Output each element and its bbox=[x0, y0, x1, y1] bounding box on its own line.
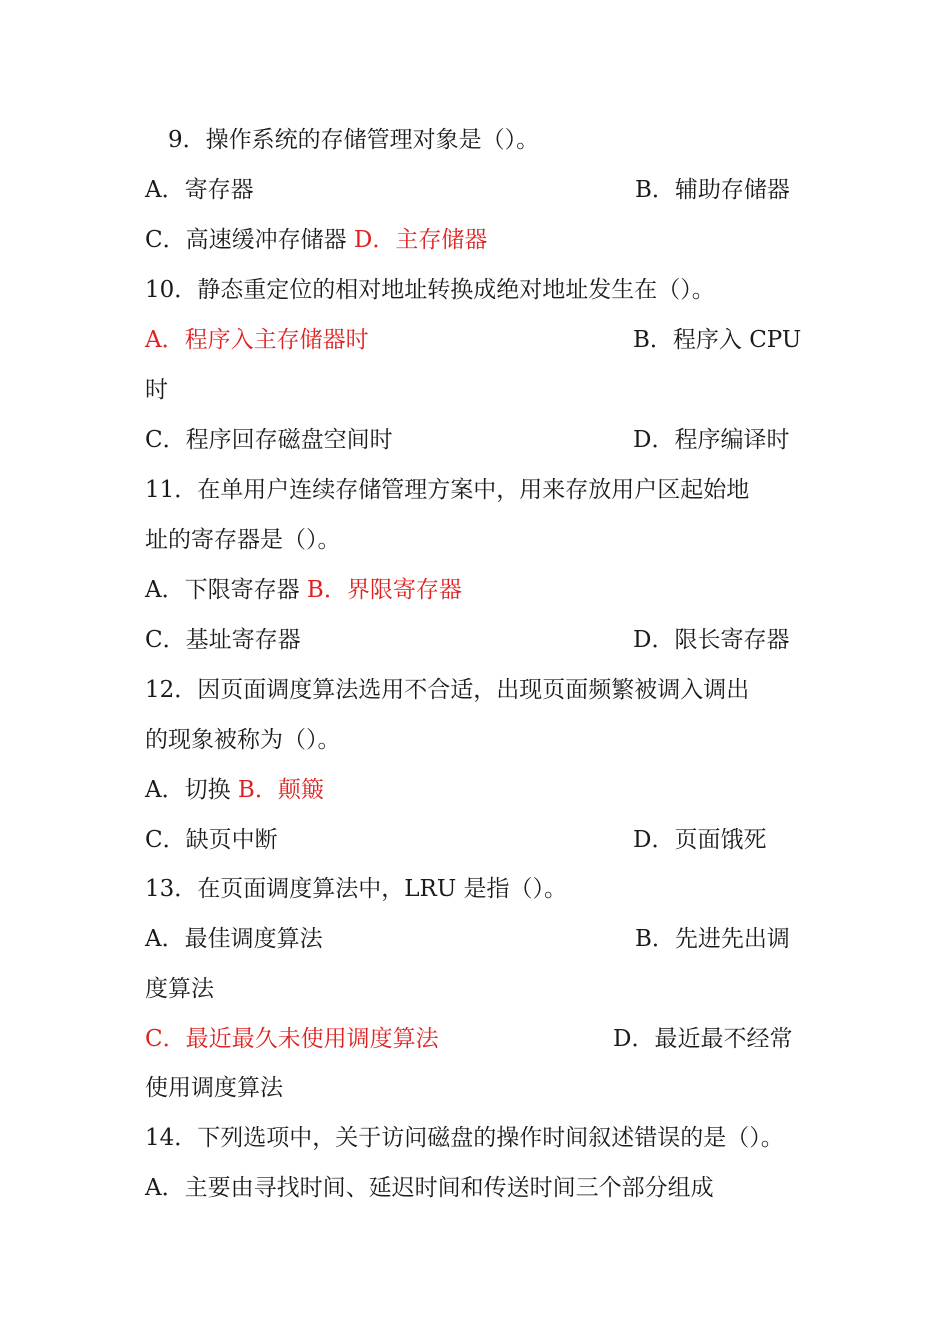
text-line: 度算法 bbox=[145, 976, 214, 1002]
question-12-options-row-2 bbox=[145, 820, 810, 860]
option-b-answer: B．界限寄存器 bbox=[306, 577, 462, 603]
question-12-options-row-1 bbox=[145, 770, 810, 810]
option-c: C．高速缓冲存储器 bbox=[145, 227, 354, 253]
question-11-options-row-1 bbox=[145, 570, 810, 610]
text-line: 10．静态重定位的相对地址转换成绝对地址发生在（）。 bbox=[145, 277, 715, 303]
option-b: B．辅助存储器 bbox=[635, 177, 790, 203]
question-13-stem bbox=[145, 869, 810, 909]
text-line: 时 bbox=[145, 377, 168, 403]
option-c: C．程序回存磁盘空间时 bbox=[145, 427, 393, 453]
text-line: 14．下列选项中，关于访问磁盘的操作时间叙述错误的是（）。 bbox=[145, 1125, 784, 1151]
option-d: D．限长寄存器 bbox=[633, 627, 790, 653]
option-a: A．最佳调度算法 bbox=[145, 926, 323, 952]
text-line: 的现象被称为（）。 bbox=[145, 727, 341, 753]
question-9-options-row-2 bbox=[145, 220, 810, 260]
question-9-options-row-1 bbox=[145, 170, 810, 210]
option-d: D．最近最不经常 bbox=[613, 1026, 793, 1052]
question-10-stem bbox=[145, 270, 810, 310]
option-d: D．页面饿死 bbox=[633, 827, 767, 853]
question-14-options-row-1 bbox=[145, 1168, 810, 1208]
option-a: A．寄存器 bbox=[145, 177, 254, 203]
option-b: B．程序入 CPU bbox=[633, 327, 802, 353]
question-13-options-wrap-1 bbox=[145, 969, 810, 1009]
question-13-options-row-2 bbox=[145, 1019, 810, 1059]
option-c-answer: C．最近最久未使用调度算法 bbox=[145, 1026, 439, 1052]
question-11-stem-line-1 bbox=[145, 470, 810, 510]
text-line: 9．操作系统的存储管理对象是（）。 bbox=[168, 127, 540, 153]
question-14-stem bbox=[145, 1118, 810, 1158]
option-a-answer: A．程序入主存储器时 bbox=[145, 327, 369, 353]
option-b-answer: B．颠簸 bbox=[237, 777, 324, 803]
text-line: 13．在页面调度算法中，LRU 是指（）。 bbox=[145, 876, 568, 902]
option-c: C．基址寄存器 bbox=[145, 627, 301, 653]
question-13-options-row-1 bbox=[145, 919, 810, 959]
text-line: 11．在单用户连续存储管理方案中，用来存放用户区起始地 bbox=[145, 477, 750, 503]
text-line: 址的寄存器是（）。 bbox=[145, 527, 341, 553]
option-a: A．主要由寻找时间、延迟时间和传送时间三个部分组成 bbox=[145, 1175, 714, 1201]
option-d-answer: D．主存储器 bbox=[353, 227, 488, 253]
option-d: D．程序编译时 bbox=[633, 427, 790, 453]
option-c: C．缺页中断 bbox=[145, 827, 278, 853]
question-11-options-row-2 bbox=[145, 620, 810, 660]
question-9-stem bbox=[168, 120, 833, 160]
text-line: 使用调度算法 bbox=[145, 1075, 283, 1101]
question-10-options-row-1 bbox=[145, 320, 810, 360]
text-line: 12．因页面调度算法选用不合适，出现页面频繁被调入调出 bbox=[145, 677, 750, 703]
question-10-options-row-2 bbox=[145, 420, 810, 460]
question-10-options-wrap bbox=[145, 370, 810, 410]
option-b: B．先进先出调 bbox=[635, 926, 790, 952]
question-12-stem-line-2 bbox=[145, 720, 810, 760]
question-12-stem-line-1 bbox=[145, 670, 810, 710]
question-11-stem-line-2 bbox=[145, 520, 810, 560]
option-a: A．切换 bbox=[145, 777, 238, 803]
question-13-options-wrap-2 bbox=[145, 1068, 810, 1108]
option-a: A．下限寄存器 bbox=[145, 577, 307, 603]
